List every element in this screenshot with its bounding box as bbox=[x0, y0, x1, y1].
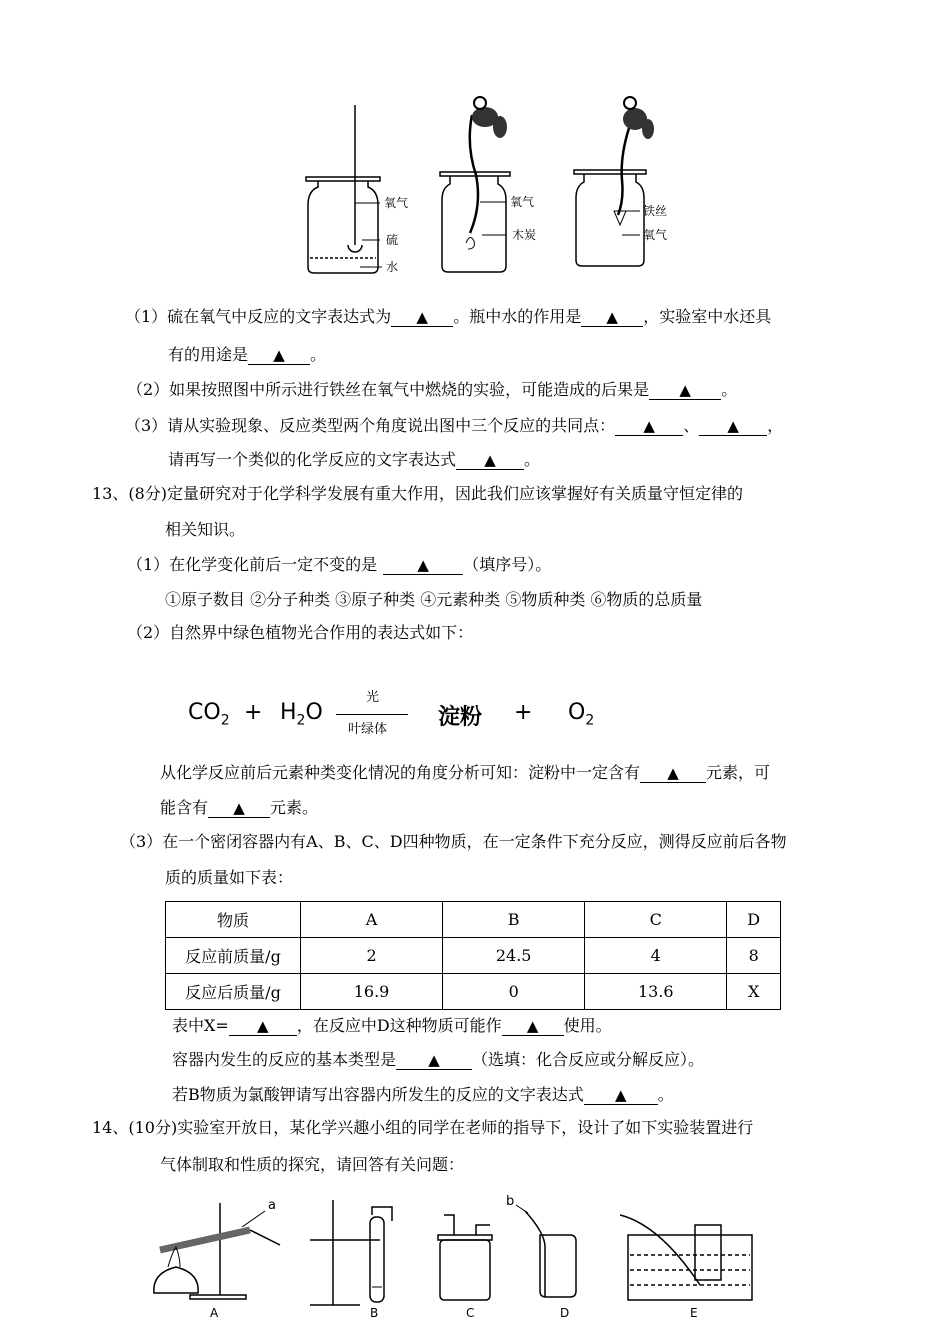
table-cell: 24.5 bbox=[443, 938, 585, 974]
q13-after1-text-c: 使用。 bbox=[563, 1016, 612, 1035]
q13-part3-line1: （3）在一个密闭容器内有A、B、C、D四种物质，在一定条件下充分反应，测得反应前后各物 bbox=[120, 832, 787, 851]
q13-after3-text-b: 。 bbox=[657, 1085, 674, 1104]
table-cell: X bbox=[727, 974, 781, 1010]
eq-arrow-line bbox=[336, 714, 408, 715]
q13-after-line3 bbox=[172, 1085, 674, 1105]
q12-p1-text-b: 。瓶中水的作用是 bbox=[453, 307, 582, 326]
label-charcoal: 木炭 bbox=[512, 228, 537, 242]
mass-table bbox=[165, 901, 781, 1010]
q12-p3-text-b: 、 bbox=[683, 416, 700, 435]
apparatus-a bbox=[154, 1203, 280, 1299]
table-row bbox=[166, 974, 781, 1010]
answer-blank[interactable]: ▲ bbox=[208, 799, 270, 818]
answer-blank[interactable]: ▲ bbox=[581, 308, 643, 327]
table-header-cell: D bbox=[727, 902, 781, 938]
table-header-cell: A bbox=[301, 902, 443, 938]
q12-p1-text-a: （1）硫在氧气中反应的文字表达式为 bbox=[125, 307, 392, 326]
q12-part1-line1 bbox=[125, 307, 771, 327]
sulfur-bottle bbox=[306, 105, 382, 273]
eq-h2-sub: 2 bbox=[296, 712, 306, 729]
label-oxygen-2: 氧气 bbox=[510, 195, 535, 209]
eq-o2-sub: 2 bbox=[585, 712, 595, 729]
charcoal-bottle bbox=[440, 115, 510, 272]
q13-after-line1 bbox=[172, 1016, 612, 1036]
apparatus-label-e: E bbox=[690, 1306, 698, 1320]
q13-after1-text-b: ，在反应中D这种物质可能作 bbox=[296, 1016, 502, 1035]
q12-p3-text-a: （3）请从实验现象、反应类型两个角度说出图中三个反应的共同点： bbox=[125, 416, 616, 435]
table-row bbox=[166, 938, 781, 974]
q13-options: ①原子数目 ②分子种类 ③原子种类 ④元素种类 ⑤物质种类 ⑥物质的总质量 bbox=[165, 590, 703, 609]
q12-p3-text-e: 。 bbox=[524, 450, 541, 469]
table-cell: 4 bbox=[585, 938, 727, 974]
table-header-cell: 物质 bbox=[166, 902, 301, 938]
q12-p1-text-e: 。 bbox=[310, 345, 327, 364]
q13-p1-text-b: （填序号）。 bbox=[463, 555, 552, 574]
q13-part3-line2: 质的质量如下表： bbox=[165, 868, 294, 887]
q12-part2 bbox=[127, 380, 737, 400]
answer-blank[interactable]: ▲ bbox=[456, 451, 524, 470]
label-oxygen-3: 氧气 bbox=[643, 228, 668, 242]
apparatus-label-c: C bbox=[466, 1306, 475, 1320]
q12-p2-text-b: 。 bbox=[721, 380, 738, 399]
q13-p2b-text-a: 从化学反应前后元素种类变化情况的角度分析可知：淀粉中一定含有 bbox=[160, 763, 641, 782]
q13-p1-text-a: （1）在化学变化前后一定不变的是 bbox=[127, 555, 378, 574]
table-cell: 8 bbox=[727, 938, 781, 974]
apparatus-label-d: D bbox=[560, 1306, 570, 1320]
table-header-cell: C bbox=[585, 902, 727, 938]
answer-blank[interactable]: ▲ bbox=[391, 308, 453, 327]
table-cell: 反应后质量/g bbox=[166, 974, 301, 1010]
q12-p2-text-a: （2）如果按照图中所示进行铁丝在氧气中燃烧的实验，可能造成的后果是 bbox=[127, 380, 650, 399]
q14-heading-line2: 气体制取和性质的探究，请回答有关问题： bbox=[160, 1155, 465, 1174]
combustion-apparatus-figure bbox=[300, 95, 670, 280]
eq-condition-light: 光 bbox=[366, 690, 380, 705]
eq-plus-1: + bbox=[244, 700, 263, 725]
q13-part2b-line2 bbox=[160, 798, 318, 818]
q12-part3-line1 bbox=[125, 416, 783, 436]
q13-after3-text-a: 若B物质为氯酸钾请写出容器内所发生的反应的文字表达式 bbox=[172, 1085, 584, 1104]
q13-p2b-text-d: 元素。 bbox=[270, 798, 319, 817]
apparatus-c bbox=[438, 1215, 492, 1300]
q12-part1-line2 bbox=[168, 345, 326, 365]
answer-blank[interactable]: ▲ bbox=[649, 381, 721, 400]
label-water: 水 bbox=[386, 260, 399, 274]
label-oxygen-1: 氧气 bbox=[384, 196, 409, 210]
label-iron-wire: 铁丝 bbox=[643, 204, 668, 218]
q13-heading-line2: 相关知识。 bbox=[165, 520, 246, 539]
answer-blank[interactable]: ▲ bbox=[699, 417, 767, 436]
table-cell: 2 bbox=[301, 938, 443, 974]
q13-after1-text-a: 表中X= bbox=[172, 1016, 229, 1035]
apparatus-label-a: A bbox=[210, 1306, 219, 1320]
label-sulfur: 硫 bbox=[386, 233, 399, 247]
crucible-tongs-2 bbox=[472, 97, 507, 138]
q12-p1-text-d: 有的用途是 bbox=[168, 345, 249, 364]
table-cell: 16.9 bbox=[301, 974, 443, 1010]
q13-heading-line1: 13、(8分)定量研究对于化学科学发展有重大作用，因此我们应该掌握好有关质量守恒定律的 bbox=[92, 484, 744, 503]
q14-heading-line1: 14、(10分)实验室开放日，某化学兴趣小组的同学在老师的指导下，设计了如下实验装置进行 bbox=[92, 1118, 754, 1137]
gas-apparatus-figure bbox=[150, 1195, 760, 1320]
q12-p3-text-d: 请再写一个类似的化学反应的文字表达式 bbox=[168, 450, 457, 469]
answer-blank[interactable]: ▲ bbox=[248, 346, 310, 365]
answer-blank[interactable]: ▲ bbox=[584, 1086, 658, 1105]
q13-part2: （2）自然界中绿色植物光合作用的表达式如下： bbox=[127, 623, 474, 642]
table-cell: 13.6 bbox=[585, 974, 727, 1010]
table-cell: 反应前质量/g bbox=[166, 938, 301, 974]
apparatus-b bbox=[310, 1200, 392, 1305]
q13-after2-text-b: （选填：化合反应或分解反应）。 bbox=[472, 1050, 705, 1069]
eq-condition-chlorophyll: 叶绿体 bbox=[348, 722, 388, 737]
q13-part2b-line1 bbox=[160, 763, 770, 783]
table-header-cell: B bbox=[443, 902, 585, 938]
q13-p2b-text-c: 能含有 bbox=[160, 798, 209, 817]
eq-plus-2: + bbox=[514, 700, 533, 725]
q12-part3-line2 bbox=[168, 450, 540, 470]
apparatus-label-b: B bbox=[370, 1306, 379, 1320]
eq-o2: O bbox=[568, 700, 586, 725]
eq-co2-sub: 2 bbox=[220, 712, 230, 729]
eq-co2: CO bbox=[188, 700, 221, 725]
eq-h: H bbox=[280, 700, 297, 725]
answer-blank[interactable]: ▲ bbox=[640, 764, 706, 783]
answer-blank[interactable]: ▲ bbox=[615, 417, 683, 436]
label-part-a: a bbox=[268, 1198, 276, 1213]
answer-blank[interactable]: ▲ bbox=[383, 556, 463, 575]
table-header-row bbox=[166, 902, 781, 938]
q13-after-line2 bbox=[172, 1050, 704, 1070]
answer-blank[interactable]: ▲ bbox=[229, 1017, 297, 1036]
q12-p1-text-c: ，实验室中水还具 bbox=[643, 307, 772, 326]
eq-starch: 淀粉 bbox=[438, 705, 483, 730]
q13-part1 bbox=[127, 555, 551, 575]
q13-after2-text-a: 容器内发生的反应的基本类型是 bbox=[172, 1050, 397, 1069]
answer-blank[interactable]: ▲ bbox=[396, 1051, 472, 1070]
apparatus-e bbox=[620, 1215, 752, 1300]
apparatus-d bbox=[516, 1205, 576, 1297]
q13-p2b-text-b: 元素，可 bbox=[706, 763, 771, 782]
iron-bottle bbox=[574, 125, 646, 266]
answer-blank[interactable]: ▲ bbox=[502, 1017, 564, 1036]
eq-o: O bbox=[305, 700, 323, 725]
label-part-b: b bbox=[506, 1195, 515, 1209]
q12-p3-text-c: ， bbox=[767, 416, 784, 435]
table-cell: 0 bbox=[443, 974, 585, 1010]
